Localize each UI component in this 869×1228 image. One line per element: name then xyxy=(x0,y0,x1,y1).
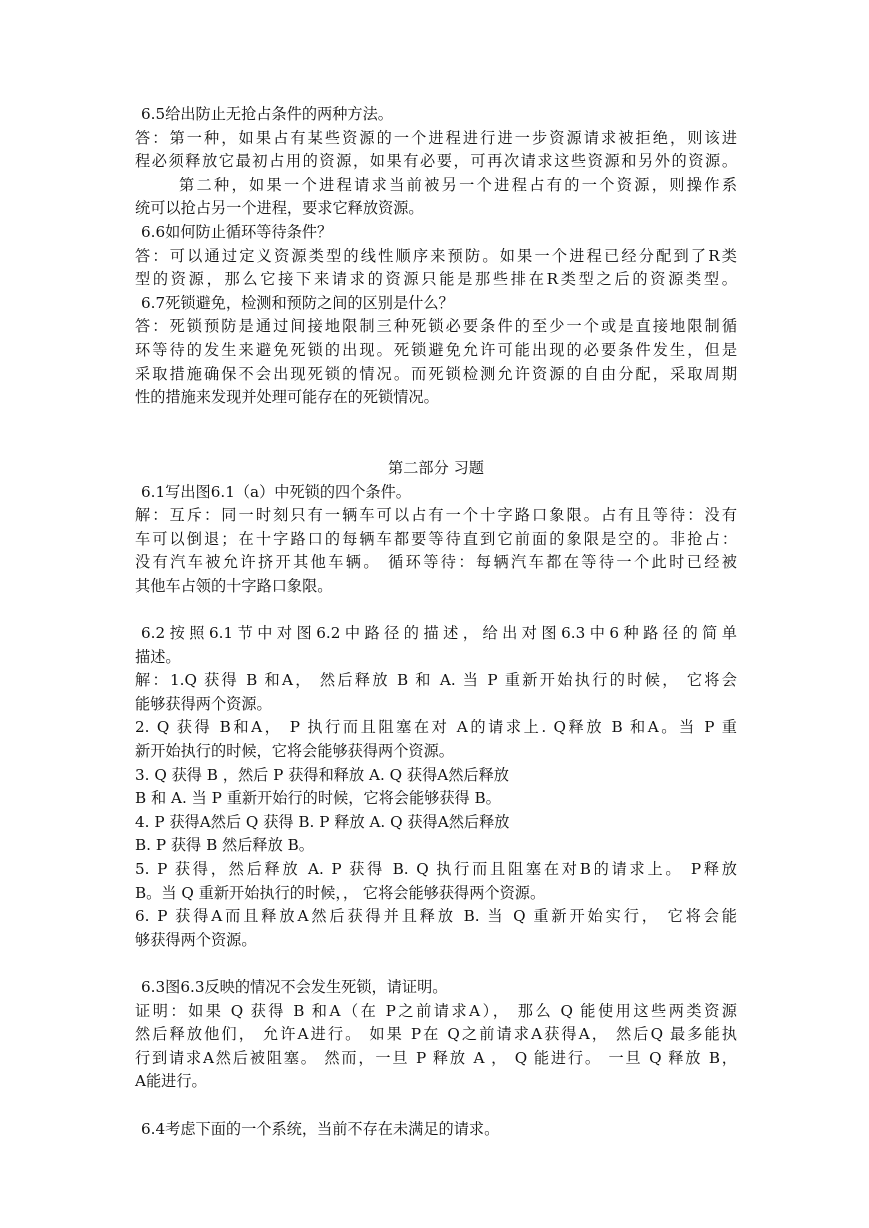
answer-line: 3. Q 获得 B ，然后 P 获得和释放 A. Q 获得A然后释放 xyxy=(135,765,509,784)
question-6-5: 6.5给出防止无抢占条件的两种方法。 xyxy=(141,105,393,123)
answer-line: 答：死锁预防是通过间接地限制三种死锁必要条件的至少一个或是直接地限制循 xyxy=(135,317,737,336)
exercise-6-4: 6.4考虑下面的一个系统，当前不存在未满足的请求。 xyxy=(141,1119,500,1138)
answer-line: 答：可以通过定义资源类型的线性顺序来预防。如果一个进程已经分配到了R类 xyxy=(135,246,737,265)
document-page xyxy=(135,103,737,1141)
answer-line: 采取措施确保不会出现死锁的情况。而死锁检测允许资源的自由分配，采取周期 xyxy=(135,364,737,383)
answer-line: 其他车占领的十字路口象限。 xyxy=(135,576,333,595)
answer-line: 4. P 获得A然后 Q 获得 B. P 释放 A. Q 获得A然后释放 xyxy=(135,812,510,831)
answer-line: 车可以倒退；在十字路口的每辆车都要等待直到它前面的象限是空的。非抢占： xyxy=(135,529,737,548)
answer-line: 解：1.Q 获得 B 和A， 然后释放 B 和 A. 当 P 重新开始执行的时候， 它将会 xyxy=(135,671,737,690)
question-6-6: 6.6如何防止循环等待条件？ xyxy=(141,222,333,241)
answer-line: 解：互斥：同一时刻只有一辆车可以占有一个十字路口象限。占有且等待：没有 xyxy=(135,506,737,525)
answer-line: B 和 A. 当 P 重新开始行的时候，它将会能够获得 B。 xyxy=(135,789,501,808)
answer-line: 统可以抢占另一个进程，要求它释放资源。 xyxy=(135,199,424,218)
answer-line: 2. Q 获得 B和A， P 执行而且阻塞在对 A的请求上. Q释放 B 和A。当 P 重 xyxy=(135,718,737,737)
answer-line: 第二种，如果一个进程请求当前被另一个进程占有的一个资源，则操作系 xyxy=(179,175,737,194)
answer-line: 答：第一种，如果占有某些资源的一个进程进行进一步资源请求被拒绝，则该进 xyxy=(135,128,737,147)
exercise-6-2: 6.2按照6.1节中对图6.2中路径的描述，给出对图6.3中6种路径的简单 xyxy=(141,624,737,643)
answer-line: 型的资源，那么它接下来请求的资源只能是那些排在R类型之后的资源类型。 xyxy=(135,270,737,289)
answer-line: 够获得两个资源。 xyxy=(135,930,257,949)
answer-line: 5. P 获得，然后释放 A. P 获得 B. Q 执行而且阻塞在对B的请求上。 P释放 xyxy=(135,860,737,878)
exercise-6-2-cont: 描述。 xyxy=(135,647,181,666)
answer-line: 然后释放他们， 允许A进行。 如果 P在 Q之前请求A获得A， 然后Q 最多能执 xyxy=(135,1025,737,1044)
answer-line: B. P 获得 B 然后释放 B。 xyxy=(135,836,314,855)
answer-line: B。当 Q 重新开始执行的时候，， 它将会能够获得两个资源。 xyxy=(135,883,546,902)
section-title: 第二部分 习题 xyxy=(388,458,484,477)
question-6-7: 6.7死锁避免，检测和预防之间的区别是什么？ xyxy=(141,293,454,312)
answer-line: 性的措施来发现并处理可能存在的死锁情况。 xyxy=(135,388,439,407)
answer-line: 环等待的发生来避免死锁的出现。死锁避免允许可能出现的必要条件发生，但是 xyxy=(135,340,737,359)
answer-line: 程必须释放它最初占用的资源，如果有必要，可再次请求这些资源和另外的资源。 xyxy=(135,152,737,171)
answer-line: 能够获得两个资源。 xyxy=(135,694,272,713)
answer-line: 6. P 获得A而且释放A然后获得并且释放 B. 当 Q 重新开始实行， 它将会能 xyxy=(135,907,737,926)
spacer xyxy=(135,410,737,457)
answer-line: 没有汽车被允许挤开其他车辆。 循环等待：每辆汽车都在等待一个此时已经被 xyxy=(135,553,737,572)
answer-line: 证明：如果 Q 获得 B 和A（在 P之前请求A）， 那么 Q 能使用这些两类资源 xyxy=(135,1001,737,1020)
spacer xyxy=(135,952,737,976)
exercise-6-1: 6.1写出图6.1（a）中死锁的四个条件。 xyxy=(141,482,411,501)
spacer xyxy=(135,598,737,622)
answer-line: 新开始执行的时候，它将会能够获得两个资源。 xyxy=(135,742,454,761)
spacer xyxy=(135,1094,737,1118)
answer-line: A能进行。 xyxy=(135,1072,207,1091)
answer-line: 行到请求A然后被阻塞。 然而，一旦 P 释放 A ， Q 能进行。 一旦 Q 释放 B， xyxy=(135,1048,737,1067)
exercise-6-3: 6.3图6.3反映的情况不会发生死锁，请证明。 xyxy=(141,977,448,996)
